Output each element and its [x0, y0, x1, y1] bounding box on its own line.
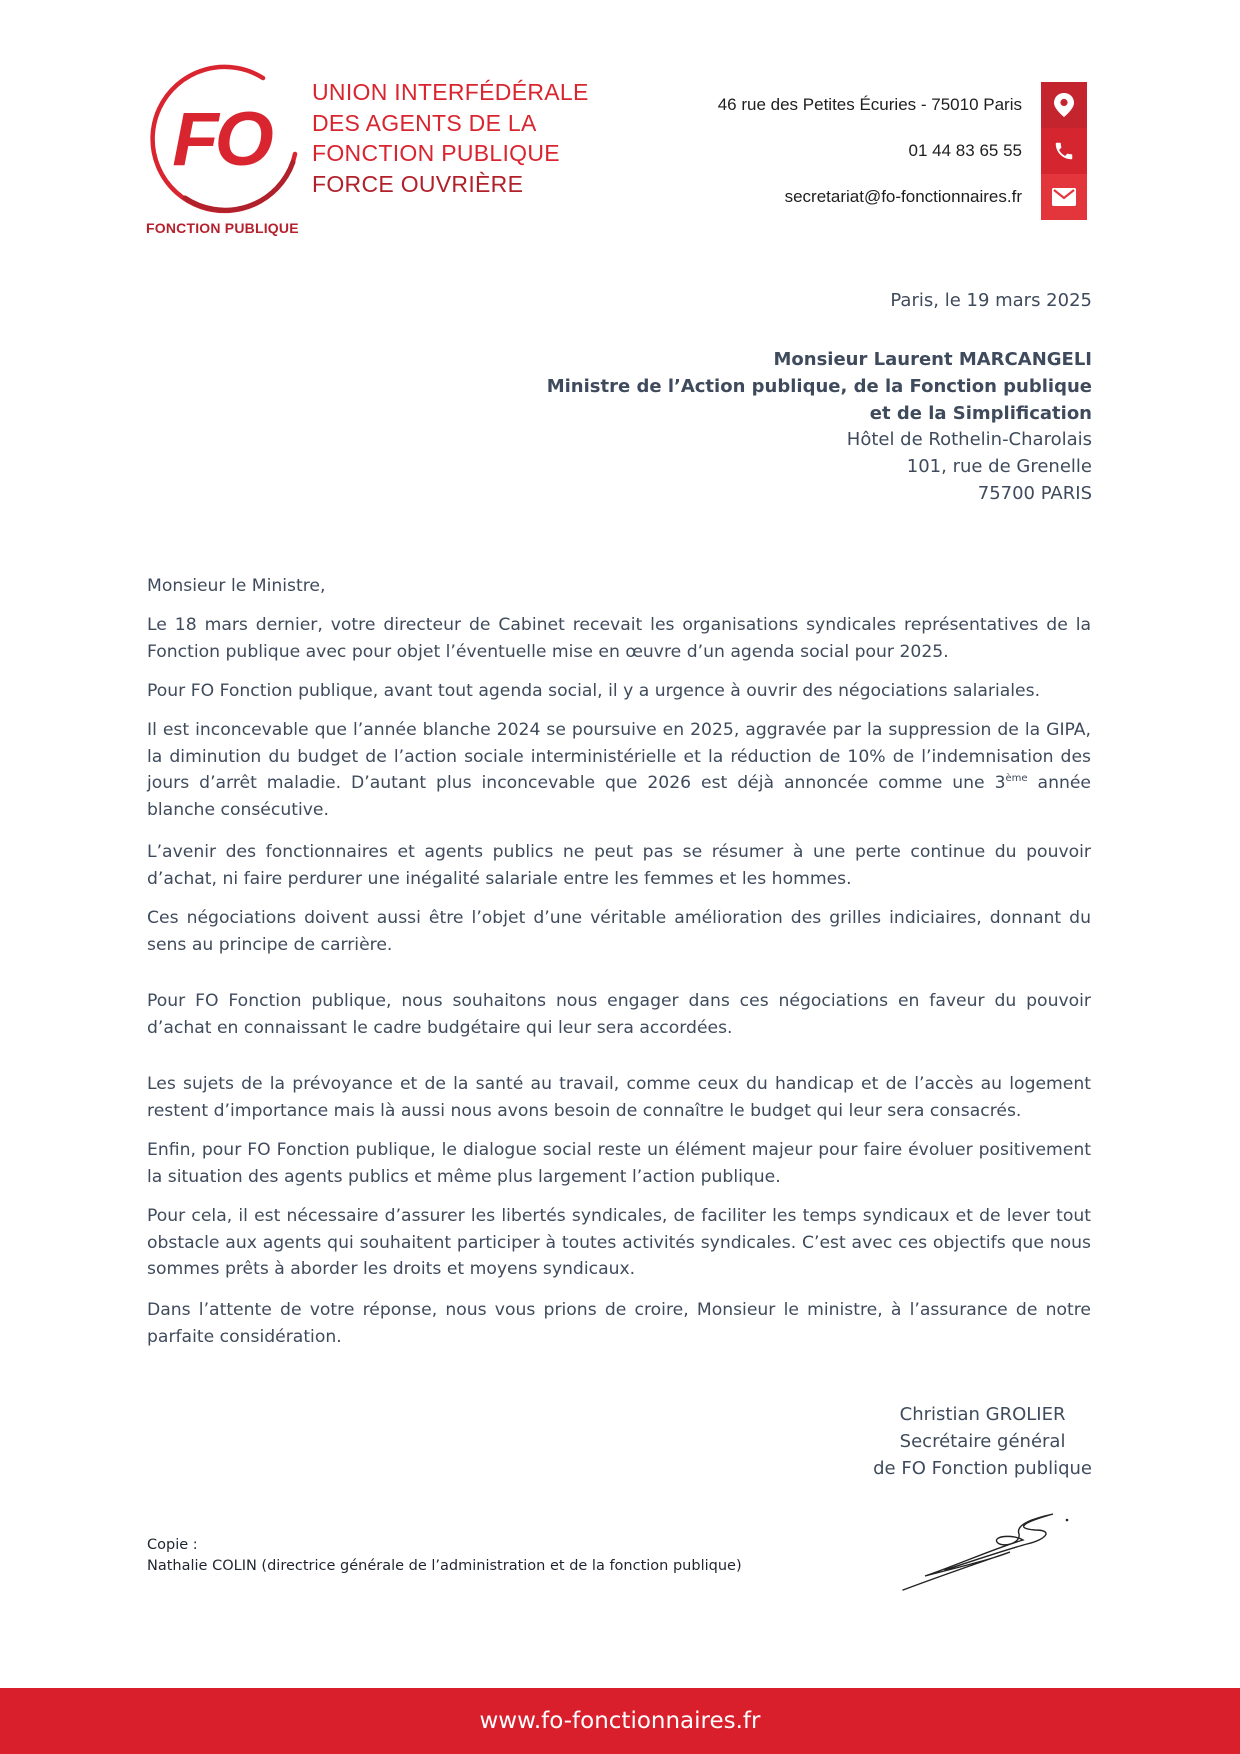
- org-name-line: UNION INTERFÉDÉRALE: [312, 79, 589, 105]
- contact-address: 46 rue des Petites Écuries - 75010 Paris: [717, 95, 1022, 114]
- org-name-line: DES AGENTS DE LA: [312, 109, 537, 136]
- paragraph-text-part: Il est inconcevable que l’année blanche 2024 se poursuive en 2025, aggravée par la suppression de la GIPA, la diminution du budget de l’action sociale interministérielle et la réduction de 10% de l’indemnisation des jours d’arrêt maladie. D’autant plus inconcevable que 2026 est déjà annoncée comme une 3: [147, 720, 1091, 794]
- paragraph-text: L’avenir des fonctionnaires et agents publics ne peut pas se résumer à une perte continue du pouvoir d’achat, ni faire perdurer une inégalité salariale entre les femmes et les hommes.: [147, 842, 1091, 889]
- signatory-name: Christian GROLIER: [899, 1404, 1066, 1425]
- recipient-title: Ministre de l’Action publique, de la Fonction publique: [546, 375, 1092, 397]
- salutation-text: Monsieur le Ministre,: [147, 576, 326, 596]
- recipient-title-cont: et de la Simplification: [869, 402, 1092, 424]
- paragraph: [147, 1071, 1091, 1124]
- closing-paragraph: [147, 1297, 1091, 1350]
- recipient-address-line: 101, rue de Grenelle: [906, 456, 1092, 478]
- paragraph-text: Ces négociations doivent aussi être l’objet d’une véritable amélioration des grilles indiciaires, donnant du sens au principe de carrière.: [147, 908, 1091, 955]
- salutation: [147, 573, 1091, 600]
- signatory-organization: de FO Fonction publique: [873, 1457, 1092, 1479]
- recipient-address-line: 75700 PARIS: [977, 482, 1092, 504]
- paragraph-text: Les sujets de la prévoyance et de la santé au travail, comme ceux du handicap et de l’accès au logement restent d’importance mais là aussi nous avons besoin de connaître le budget qui leur sera consacrés.: [147, 1074, 1091, 1121]
- paragraph-text-part: année blanche consécutive.: [147, 773, 1092, 820]
- paragraph: [147, 1203, 1091, 1283]
- signature-block: [873, 1402, 1092, 1482]
- website-link[interactable]: www.fo-fonctionnaires.fr: [479, 1708, 761, 1734]
- contact-icon-strip: [1041, 82, 1087, 220]
- paragraph: [147, 905, 1091, 958]
- phone-icon: [1041, 128, 1087, 174]
- contact-email[interactable]: secretariat@fo-fonctionnaires.fr: [784, 187, 1022, 206]
- fo-logo: [145, 62, 300, 217]
- recipient-block: [547, 347, 1092, 508]
- contact-phone: 01 44 83 65 55: [908, 141, 1022, 160]
- copy-label: Copie :: [147, 1537, 198, 1553]
- handwritten-signature: [895, 1500, 1085, 1595]
- contact-block: [718, 82, 1022, 220]
- recipient-address-line: Hôtel de Rothelin-Charolais: [846, 429, 1092, 451]
- signatory-role: Secrétaire général: [899, 1430, 1066, 1452]
- copy-notice: [147, 1535, 742, 1576]
- paragraph: [147, 717, 1091, 823]
- paragraph-text: Le 18 mars dernier, votre directeur de Cabinet recevait les organisations syndicales représentatives de la Fonction publique avec pour objet l’éventuelle mise en œuvre d’un agenda social pour 2025.: [147, 615, 1091, 662]
- org-name-line: FORCE OUVRIÈRE: [312, 170, 524, 197]
- org-name-line: FONCTION PUBLIQUE: [312, 140, 560, 166]
- paragraph: [147, 1137, 1091, 1190]
- copy-recipient: Nathalie COLIN (directrice générale de l’administration et de la fonction publique): [147, 1557, 742, 1574]
- paragraph-text: [147, 717, 1091, 823]
- envelope-icon: [1041, 174, 1087, 220]
- paragraph: [147, 988, 1091, 1041]
- logo-mark: FO: [172, 97, 270, 182]
- paragraph: [147, 612, 1091, 665]
- footer-bar: [0, 1688, 1240, 1754]
- recipient-name: Monsieur Laurent MARCANGELI: [773, 349, 1092, 370]
- paragraph-text: Pour FO Fonction publique, avant tout agenda social, il y a urgence à ouvrir des négociations salariales.: [147, 681, 1041, 701]
- paragraph-text: Enfin, pour FO Fonction publique, le dialogue social reste un élément majeur pour faire évoluer positivement la situation des agents publics et même plus largement l’action publique.: [147, 1140, 1091, 1187]
- paragraph-text: Pour cela, il est nécessaire d’assurer les libertés syndicales, de faciliter les temps syndicaux et de lever tout obstacle aux agents qui souhaitent participer à toutes activités syndicales. C’est avec ces objectifs que nous sommes prêts à aborder les droits et moyens syndicaux.: [147, 1206, 1091, 1280]
- ordinal-superscript: ème: [1005, 773, 1028, 785]
- organization-name: [312, 77, 589, 199]
- map-pin-icon: [1041, 82, 1087, 128]
- place-date: Paris, le 19 mars 2025: [890, 290, 1092, 311]
- paragraph: [147, 678, 1091, 705]
- paragraph-text: Pour FO Fonction publique, nous souhaitons nous engager dans ces négociations en faveur du pouvoir d’achat en connaissant le cadre budgétaire qui leur sera accordées.: [147, 991, 1091, 1038]
- logo-subtitle: FONCTION PUBLIQUE: [146, 220, 299, 236]
- paragraph-text: Dans l’attente de votre réponse, nous vous prions de croire, Monsieur le ministre, à l’assurance de notre parfaite considération.: [147, 1300, 1091, 1347]
- paragraph: [147, 839, 1091, 892]
